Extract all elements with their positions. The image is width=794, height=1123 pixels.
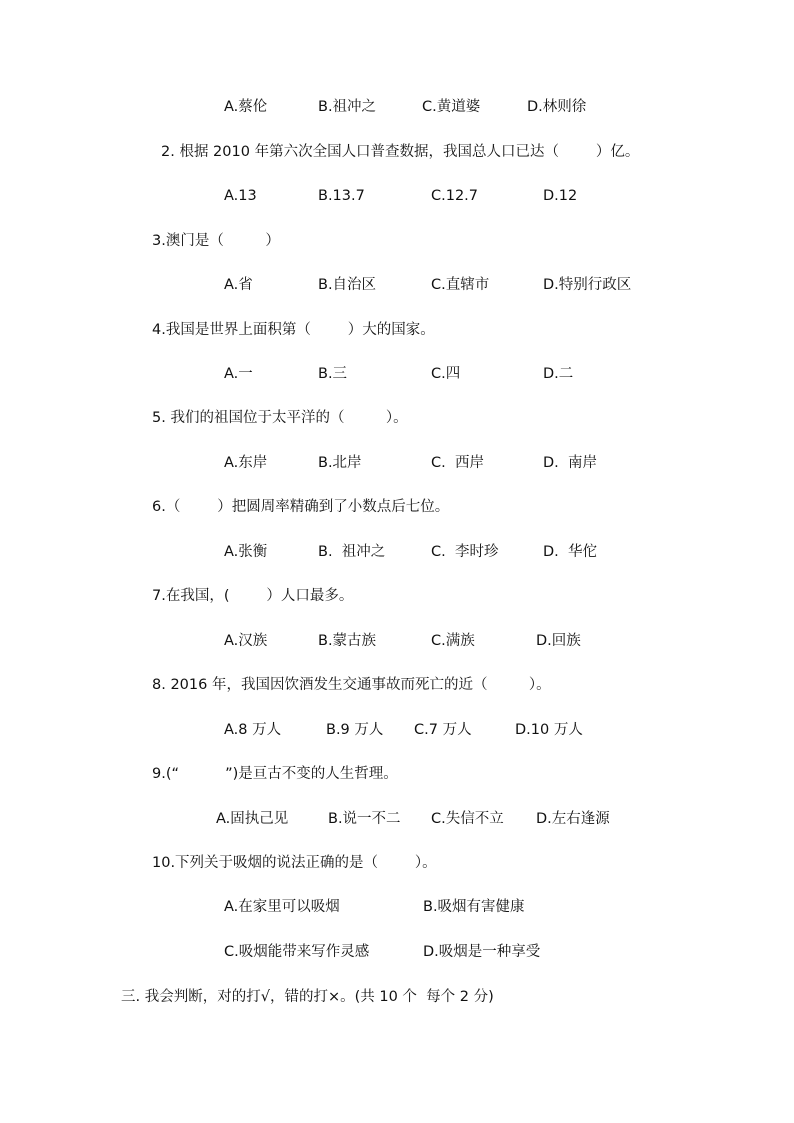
q6-option-a: A.张衡	[224, 544, 268, 560]
q10-stem: 10.下列关于吸烟的说法正确的是（ ）。	[152, 855, 437, 871]
q2-option-a: A.13	[224, 188, 257, 204]
q4-option-c: C.四	[431, 366, 461, 382]
q8-option-d: D.10 万人	[515, 722, 583, 738]
q8-option-a: A.8 万人	[224, 722, 282, 738]
q5-option-c: C. 西岸	[431, 455, 484, 471]
q9-option-d: D.左右逢源	[536, 811, 610, 827]
q5-option-a: A.东岸	[224, 455, 268, 471]
q10-option-c: C.吸烟能带来写作灵感	[224, 944, 370, 960]
q2-option-d: D.12	[543, 188, 578, 204]
q4-stem: 4.我国是世界上面积第（ ）大的国家。	[152, 322, 435, 338]
q9-option-c: C.失信不立	[431, 811, 504, 827]
q3-option-d: D.特别行政区	[543, 277, 632, 293]
q10-option-d: D.吸烟是一种享受	[423, 944, 541, 960]
q3-option-a: A.省	[224, 277, 253, 293]
q7-option-c: C.满族	[431, 633, 475, 649]
q1-option-a: A.蔡伦	[224, 99, 268, 115]
q7-option-a: A.汉族	[224, 633, 268, 649]
q6-option-b: B. 祖冲之	[318, 544, 386, 560]
q5-stem: 5. 我们的祖国位于太平洋的（ ）。	[152, 410, 408, 426]
q3-option-b: B.自治区	[318, 277, 377, 293]
q5-option-b: B.北岸	[318, 455, 362, 471]
q6-option-d: D. 华佗	[543, 544, 597, 560]
q4-option-d: D.二	[543, 366, 574, 382]
q6-option-c: C. 李时珍	[431, 544, 499, 560]
q9-option-b: B.说一不二	[328, 811, 401, 827]
q7-option-b: B.蒙古族	[318, 633, 377, 649]
q9-stem: 9.(“ ”)是亘古不变的人生哲理。	[152, 766, 398, 782]
q10-option-b: B.吸烟有害健康	[423, 899, 525, 915]
q8-option-b: B.9 万人	[326, 722, 384, 738]
q6-stem: 6.（ ）把圆周率精确到了小数点后七位。	[152, 499, 450, 515]
q1-option-d: D.林则徐	[527, 99, 587, 115]
q4-option-a: A.一	[224, 366, 253, 382]
q8-stem: 8. 2016 年，我国因饮酒发生交通事故而死亡的近（ ）。	[152, 677, 551, 693]
q1-option-c: C.黄道婆	[422, 99, 481, 115]
section-3-heading: 三. 我会判断，对的打√，错的打×。(共 10 个 每个 2 分)	[121, 989, 494, 1005]
q2-option-c: C.12.7	[431, 188, 479, 204]
q10-option-a: A.在家里可以吸烟	[224, 899, 340, 915]
q2-stem: 2. 根据 2010 年第六次全国人口普查数据，我国总人口已达（ ）亿。	[161, 144, 640, 160]
q4-option-b: B.三	[318, 366, 348, 382]
q3-stem: 3.澳门是（ ）	[152, 233, 280, 249]
q1-option-b: B.祖冲之	[318, 99, 377, 115]
q8-option-c: C.7 万人	[414, 722, 472, 738]
q9-option-a: A.固执己见	[216, 811, 289, 827]
q5-option-d: D. 南岸	[543, 455, 597, 471]
q7-stem: 7.在我国，( ）人口最多。	[152, 588, 354, 604]
q7-option-d: D.回族	[536, 633, 581, 649]
q2-option-b: B.13.7	[318, 188, 365, 204]
q3-option-c: C.直辖市	[431, 277, 490, 293]
